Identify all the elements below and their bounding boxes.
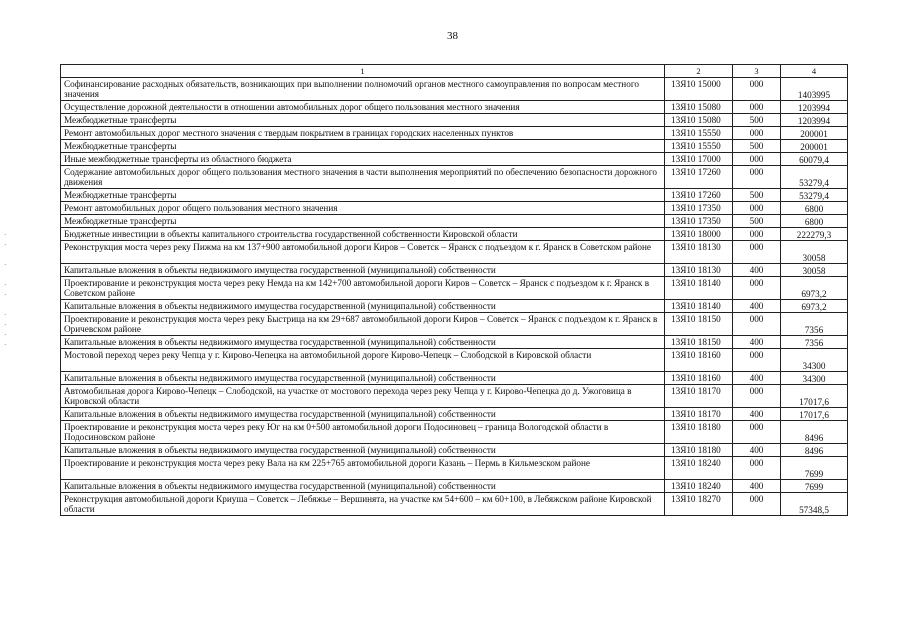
row-name-cell: Иные межбюджетные трансферты из областного бюджета — [61, 153, 665, 166]
row-name-cell: Осуществление дорожной деятельности в отношении автомобильных дорог общего пользования местного значения — [61, 101, 665, 114]
row-name-cell: Бюджетные инвестиции в объекты капитального строительства государственной собственности Кировской области — [61, 228, 665, 241]
table-row — [61, 264, 848, 277]
row-code-cell: 13Я10 15000 — [665, 78, 733, 101]
row-name-cell: Капитальные вложения в объекты недвижимого имущества государственной (муниципальной) собственности — [61, 444, 665, 457]
table-body — [61, 65, 848, 516]
row-code-cell: 13Я10 18180 — [665, 444, 733, 457]
row-code-cell: 13Я10 17260 — [665, 189, 733, 202]
table-row — [61, 277, 848, 300]
row-type-cell: 400 — [733, 300, 781, 313]
row-code-cell: 13Я10 18270 — [665, 493, 733, 516]
row-name-cell: Межбюджетные трансферты — [61, 114, 665, 127]
row-type-cell: 400 — [733, 264, 781, 277]
row-name-cell: Капитальные вложения в объекты недвижимого имущества государственной (муниципальной) собственности — [61, 372, 665, 385]
row-type-cell: 000 — [733, 78, 781, 101]
row-type-cell: 000 — [733, 228, 781, 241]
table-row — [61, 189, 848, 202]
row-code-cell: 13Я10 18130 — [665, 241, 733, 264]
row-amount-cell: 60079,4 — [781, 153, 848, 166]
row-amount-cell: 1203994 — [781, 114, 848, 127]
row-amount-cell: 7699 — [781, 480, 848, 493]
row-name-cell: Межбюджетные трансферты — [61, 215, 665, 228]
row-code-cell: 13Я10 15080 — [665, 114, 733, 127]
row-type-cell: 400 — [733, 336, 781, 349]
table-row — [61, 127, 848, 140]
row-code-cell: 13Я10 18150 — [665, 336, 733, 349]
row-type-cell: 500 — [733, 140, 781, 153]
row-amount-cell: 30058 — [781, 264, 848, 277]
row-code-cell: 13Я10 18240 — [665, 457, 733, 480]
row-code-cell: 13Я10 18160 — [665, 372, 733, 385]
row-type-cell: 000 — [733, 202, 781, 215]
row-code-cell: 13Я10 15550 — [665, 127, 733, 140]
row-name-cell: Мостовой переход через реку Чепца у г. Кирово-Чепецка на автомобильной дороге Кирово-Чепецк – Слободской в Кировской области — [61, 349, 665, 372]
table-row — [61, 372, 848, 385]
row-amount-cell: 8496 — [781, 421, 848, 444]
row-name-cell: Проектирование и реконструкция моста через реку Немда на км 142+700 автомобильной дороги Киров – Советск – Яранск с подъездом к г. Яранск в Советском районе — [61, 277, 665, 300]
row-type-cell: 400 — [733, 372, 781, 385]
table-row — [61, 202, 848, 215]
row-amount-cell: 17017,6 — [781, 385, 848, 408]
table-row — [61, 228, 848, 241]
row-code-cell: 13Я10 18130 — [665, 264, 733, 277]
table-row — [61, 215, 848, 228]
row-amount-cell: 34300 — [781, 349, 848, 372]
row-amount-cell: 222279,3 — [781, 228, 848, 241]
row-amount-cell: 6973,2 — [781, 300, 848, 313]
row-name-cell: Ремонт автомобильных дорог общего пользования местного значения — [61, 202, 665, 215]
row-type-cell: 500 — [733, 189, 781, 202]
binding-marks: · · · · · · · · · — [4, 231, 7, 349]
table-row — [61, 493, 848, 516]
table-row — [61, 241, 848, 264]
row-code-cell: 13Я10 18240 — [665, 480, 733, 493]
row-name-cell: Капитальные вложения в объекты недвижимого имущества государственной (муниципальной) собственности — [61, 300, 665, 313]
row-name-cell: Содержание автомобильных дорог общего пользования местного значения в части выполнения мероприятий по обеспечению безопасности дорожного движения — [61, 166, 665, 189]
row-code-cell: 13Я10 18170 — [665, 408, 733, 421]
table-row — [61, 349, 848, 372]
row-type-cell: 000 — [733, 457, 781, 480]
table-row — [61, 385, 848, 408]
row-name-cell: Капитальные вложения в объекты недвижимого имущества государственной (муниципальной) собственности — [61, 336, 665, 349]
row-amount-cell: 8496 — [781, 444, 848, 457]
table-row — [61, 480, 848, 493]
row-name-cell: Межбюджетные трансферты — [61, 140, 665, 153]
row-code-cell: 13Я10 18000 — [665, 228, 733, 241]
row-amount-cell: 200001 — [781, 127, 848, 140]
row-name-cell: Капитальные вложения в объекты недвижимого имущества государственной (муниципальной) собственности — [61, 480, 665, 493]
row-name-cell: Ремонт автомобильных дорог местного значения с твердым покрытием в границах городских населенных пунктов — [61, 127, 665, 140]
row-type-cell: 000 — [733, 385, 781, 408]
row-name-cell: Софинансирование расходных обязательств, возникающих при выполнении полномочий органов местного самоуправления по вопросам местного значения — [61, 78, 665, 101]
row-name-cell: Проектирование и реконструкция моста через реку Юг на км 0+500 автомобильной дороги Подосиновец – граница Вологодской области в Подосиновском районе — [61, 421, 665, 444]
row-name-cell: Капитальные вложения в объекты недвижимого имущества государственной (муниципальной) собственности — [61, 408, 665, 421]
row-name-cell: Реконструкция автомобильной дороги Криуша – Советск – Лебяжье – Вершинята, на участке км 54+600 – км 60+100, в Лебяжском районе Кировской области — [61, 493, 665, 516]
table-header-row — [61, 65, 848, 78]
header-cell-name: 1 — [61, 65, 665, 78]
row-name-cell: Проектирование и реконструкция моста через реку Быстрица на км 29+687 автомобильной дороги Киров – Советск – Яранск с подъездом к г. Яранск в Оричевском районе — [61, 313, 665, 336]
table-row — [61, 336, 848, 349]
row-code-cell: 13Я10 18140 — [665, 277, 733, 300]
table-row — [61, 444, 848, 457]
row-name-cell: Реконструкция моста через реку Пижма на км 137+900 автомобильной дороги Киров – Советск – Яранск с подъездом к г. Яранск в Советском районе — [61, 241, 665, 264]
row-amount-cell: 7356 — [781, 336, 848, 349]
row-code-cell: 13Я10 15550 — [665, 140, 733, 153]
row-amount-cell: 17017,6 — [781, 408, 848, 421]
row-type-cell: 000 — [733, 313, 781, 336]
row-amount-cell: 34300 — [781, 372, 848, 385]
row-amount-cell: 1403995 — [781, 78, 848, 101]
row-type-cell: 000 — [733, 349, 781, 372]
table-row — [61, 408, 848, 421]
row-code-cell: 13Я10 18180 — [665, 421, 733, 444]
row-type-cell: 000 — [733, 493, 781, 516]
row-amount-cell: 200001 — [781, 140, 848, 153]
row-amount-cell: 30058 — [781, 241, 848, 264]
row-amount-cell: 57348,5 — [781, 493, 848, 516]
row-type-cell: 000 — [733, 421, 781, 444]
budget-table — [60, 64, 848, 516]
table-row — [61, 78, 848, 101]
row-type-cell: 500 — [733, 114, 781, 127]
row-type-cell: 500 — [733, 215, 781, 228]
row-type-cell: 400 — [733, 444, 781, 457]
row-amount-cell: 6973,2 — [781, 277, 848, 300]
row-code-cell: 13Я10 18150 — [665, 313, 733, 336]
row-amount-cell: 6800 — [781, 202, 848, 215]
row-code-cell: 13Я10 17350 — [665, 202, 733, 215]
table-row — [61, 166, 848, 189]
row-amount-cell: 53279,4 — [781, 166, 848, 189]
row-code-cell: 13Я10 17350 — [665, 215, 733, 228]
row-name-cell: Капитальные вложения в объекты недвижимого имущества государственной (муниципальной) собственности — [61, 264, 665, 277]
row-code-cell: 13Я10 18140 — [665, 300, 733, 313]
row-amount-cell: 53279,4 — [781, 189, 848, 202]
page-number: 38 — [447, 30, 458, 42]
table-row — [61, 300, 848, 313]
row-name-cell: Межбюджетные трансферты — [61, 189, 665, 202]
row-amount-cell: 7356 — [781, 313, 848, 336]
row-amount-cell: 1203994 — [781, 101, 848, 114]
row-code-cell: 13Я10 18160 — [665, 349, 733, 372]
row-code-cell: 13Я10 15080 — [665, 101, 733, 114]
header-cell-code: 2 — [665, 65, 733, 78]
row-type-cell: 000 — [733, 127, 781, 140]
row-amount-cell: 7699 — [781, 457, 848, 480]
header-cell-type: 3 — [733, 65, 781, 78]
row-type-cell: 000 — [733, 277, 781, 300]
row-type-cell: 000 — [733, 241, 781, 264]
row-code-cell: 13Я10 17000 — [665, 153, 733, 166]
row-type-cell: 000 — [733, 153, 781, 166]
row-code-cell: 13Я10 18170 — [665, 385, 733, 408]
table-row — [61, 114, 848, 127]
row-type-cell: 000 — [733, 166, 781, 189]
table-row — [61, 140, 848, 153]
table-row — [61, 153, 848, 166]
header-cell-amount: 4 — [781, 65, 848, 78]
row-code-cell: 13Я10 17260 — [665, 166, 733, 189]
table-row — [61, 421, 848, 444]
row-amount-cell: 6800 — [781, 215, 848, 228]
table-row — [61, 313, 848, 336]
row-name-cell: Автомобильная дорога Кирово-Чепецк – Слободской, на участке от мостового перехода через реку Чепца у г. Кирово-Чепецка до д. Ужоговица в Кировской области — [61, 385, 665, 408]
table-row — [61, 101, 848, 114]
row-type-cell: 400 — [733, 408, 781, 421]
row-type-cell: 000 — [733, 101, 781, 114]
table-row — [61, 457, 848, 480]
row-type-cell: 400 — [733, 480, 781, 493]
row-name-cell: Проектирование и реконструкция моста через реку Вала на км 225+765 автомобильной дороги Казань – Пермь в Кильмезском районе — [61, 457, 665, 480]
